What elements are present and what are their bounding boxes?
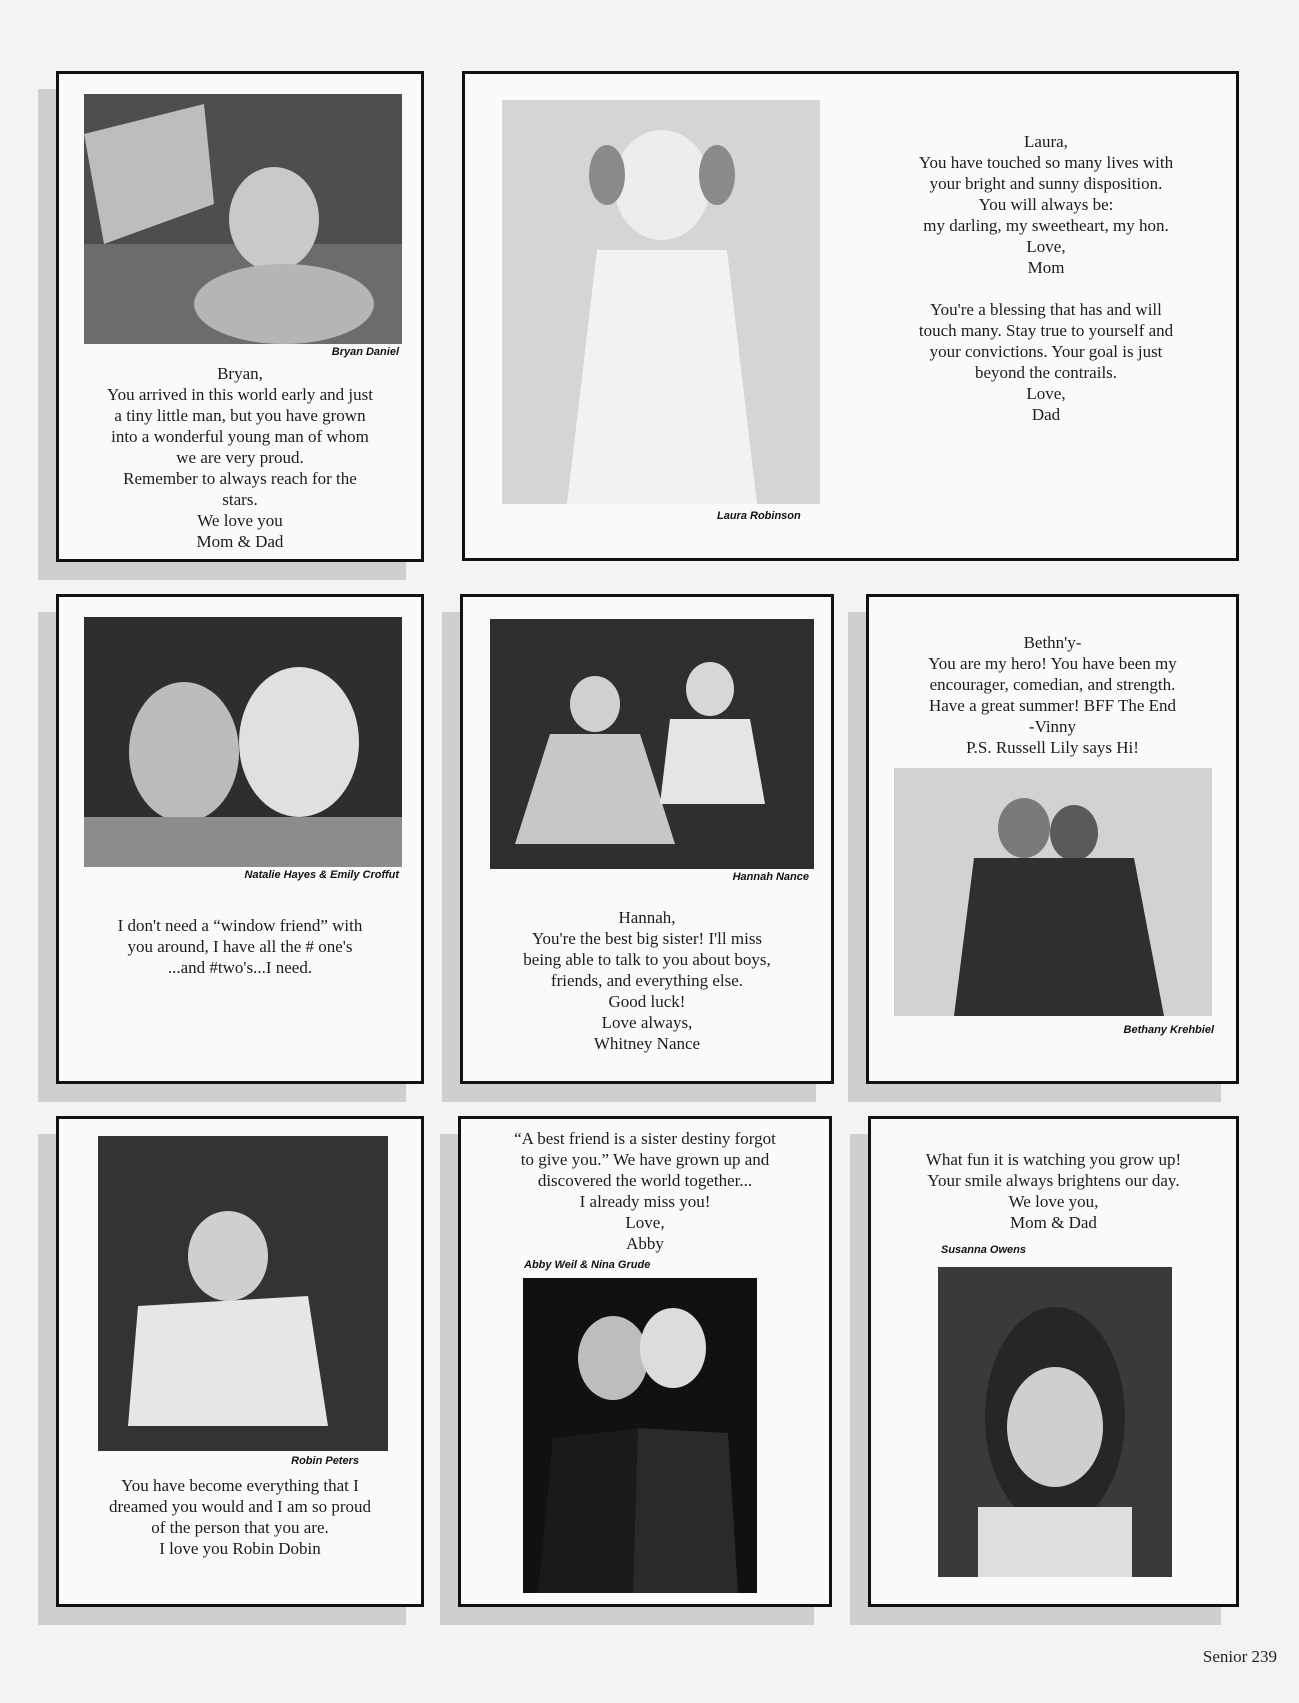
message-line: You have become everything that I <box>121 1476 359 1495</box>
caption-bryan-daniel: Bryan Daniel <box>331 346 399 358</box>
message-line: I already miss you! <box>579 1192 711 1211</box>
message-line: “A best friend is a sister destiny forgot <box>514 1129 776 1148</box>
message-line: Good luck! <box>608 992 686 1011</box>
photo-hannah-nance <box>490 619 814 869</box>
message-abby <box>471 1128 819 1254</box>
message-line: ...and #two's...I need. <box>167 958 313 977</box>
message-line: Love, <box>625 1213 665 1232</box>
message-line: Bethn'y- <box>1023 633 1082 652</box>
caption-bethany-krehbiel: Bethany Krehbiel <box>1123 1024 1214 1036</box>
caption-laura-robinson: Laura Robinson <box>717 510 801 522</box>
photo-abby-nina <box>523 1278 757 1593</box>
tribute-box-hannah <box>460 594 834 1084</box>
caption-susanna-owens: Susanna Owens <box>941 1244 1026 1256</box>
message-line: You're a blessing that has and will <box>930 300 1162 319</box>
message-line: your convictions. Your goal is just <box>929 342 1163 361</box>
photo-bethany-krehbiel <box>894 768 1212 1016</box>
message-line: Have a great summer! BFF The End <box>928 696 1177 715</box>
message-line: Bryan, <box>217 364 263 383</box>
message-line: -Vinny <box>1028 717 1077 736</box>
photo-natalie-emily <box>84 617 402 867</box>
message-line: You arrived in this world early and just <box>107 385 373 404</box>
tribute-box-susanna <box>868 1116 1239 1607</box>
caption-robin-peters: Robin Peters <box>291 1455 359 1467</box>
photo-bryan-daniel <box>84 94 402 344</box>
baby-crawling-illustration <box>98 1136 388 1451</box>
message-line: We love you, <box>1008 1192 1099 1211</box>
message-line: Whitney Nance <box>593 1034 701 1053</box>
message-susanna <box>881 1149 1226 1233</box>
winter-photo-illustration <box>894 768 1212 1016</box>
message-line: Abby <box>626 1234 664 1253</box>
message-line: Mom <box>1027 258 1065 277</box>
caption-hannah-nance: Hannah Nance <box>732 871 809 883</box>
message-line: touch many. Stay true to yourself and <box>918 321 1174 340</box>
message-line: Mom & Dad <box>1010 1213 1097 1232</box>
message-robin <box>69 1475 411 1559</box>
message-line: your bright and sunny disposition. <box>929 174 1163 193</box>
message-line: I love you Robin Dobin <box>159 1539 321 1558</box>
message-line: we are very proud. <box>176 448 304 467</box>
message-line: into a wonderful young man of whom <box>111 427 369 446</box>
sisters-photo-illustration <box>490 619 814 869</box>
girl-portrait-illustration-2 <box>938 1267 1172 1577</box>
baby-photo-illustration <box>84 94 402 344</box>
tribute-box-natalie <box>56 594 424 1084</box>
message-line: encourager, comedian, and strength. <box>929 675 1176 694</box>
message-line: of the person that you are. <box>151 1518 329 1537</box>
message-bethany <box>879 632 1226 758</box>
message-line: you around, I have all the # one's <box>127 937 353 956</box>
message-laura <box>887 131 1205 425</box>
message-line: Your smile always brightens our day. <box>927 1171 1180 1190</box>
tribute-box-laura <box>462 71 1239 561</box>
caption-abby-nina: Abby Weil & Nina Grude <box>524 1259 651 1271</box>
photo-laura-robinson <box>502 100 820 504</box>
message-line: You're the best big sister! I'll miss <box>531 929 763 948</box>
message-line: Dad <box>1031 405 1061 424</box>
page-number: Senior 239 <box>1202 1647 1277 1666</box>
girl-portrait-illustration <box>502 100 820 504</box>
message-line: What fun it is watching you grow up! <box>925 1150 1182 1169</box>
message-line: P.S. Russell Lily says Hi! <box>966 738 1139 757</box>
message-hannah <box>473 907 821 1054</box>
message-line: Love, <box>1026 384 1066 403</box>
message-line: beyond the contrails. <box>974 363 1118 382</box>
message-line: dreamed you would and I am so proud <box>108 1497 372 1516</box>
message-line: We love you <box>197 511 283 530</box>
message-line: Remember to always reach for the <box>123 469 357 488</box>
message-line: Love always, <box>601 1013 693 1032</box>
message-line: You will always be: <box>978 195 1114 214</box>
message-natalie <box>69 915 411 978</box>
message-line: being able to talk to you about boys, <box>523 950 771 969</box>
tribute-box-abby <box>458 1116 832 1607</box>
photo-susanna-owens <box>938 1267 1172 1577</box>
message-line: friends, and everything else. <box>550 971 744 990</box>
tribute-box-robin <box>56 1116 424 1607</box>
message-line: Laura, <box>1024 132 1068 151</box>
tribute-box-bryan <box>56 71 424 562</box>
message-line: You are my hero! You have been my <box>928 654 1177 673</box>
message-line: stars. <box>222 490 258 509</box>
message-line: to give you.” We have grown up and <box>520 1150 770 1169</box>
friends-photo-illustration <box>84 617 402 867</box>
message-line: Mom & Dad <box>196 532 284 551</box>
message-line: discovered the world together... <box>537 1171 753 1190</box>
friends-formal-illustration <box>523 1278 757 1593</box>
message-line <box>887 278 1205 299</box>
message-line: a tiny little man, but you have grown <box>114 406 366 425</box>
message-bryan <box>69 363 411 552</box>
message-line: Hannah, <box>618 908 676 927</box>
message-line: my darling, my sweetheart, my hon. <box>923 216 1169 235</box>
message-line: You have touched so many lives with <box>918 153 1174 172</box>
tribute-box-bethany <box>866 594 1239 1084</box>
caption-natalie-emily: Natalie Hayes & Emily Croffut <box>244 869 399 881</box>
message-line: I don't need a “window friend” with <box>117 916 363 935</box>
message-line: Love, <box>1026 237 1066 256</box>
photo-robin-peters <box>98 1136 388 1451</box>
